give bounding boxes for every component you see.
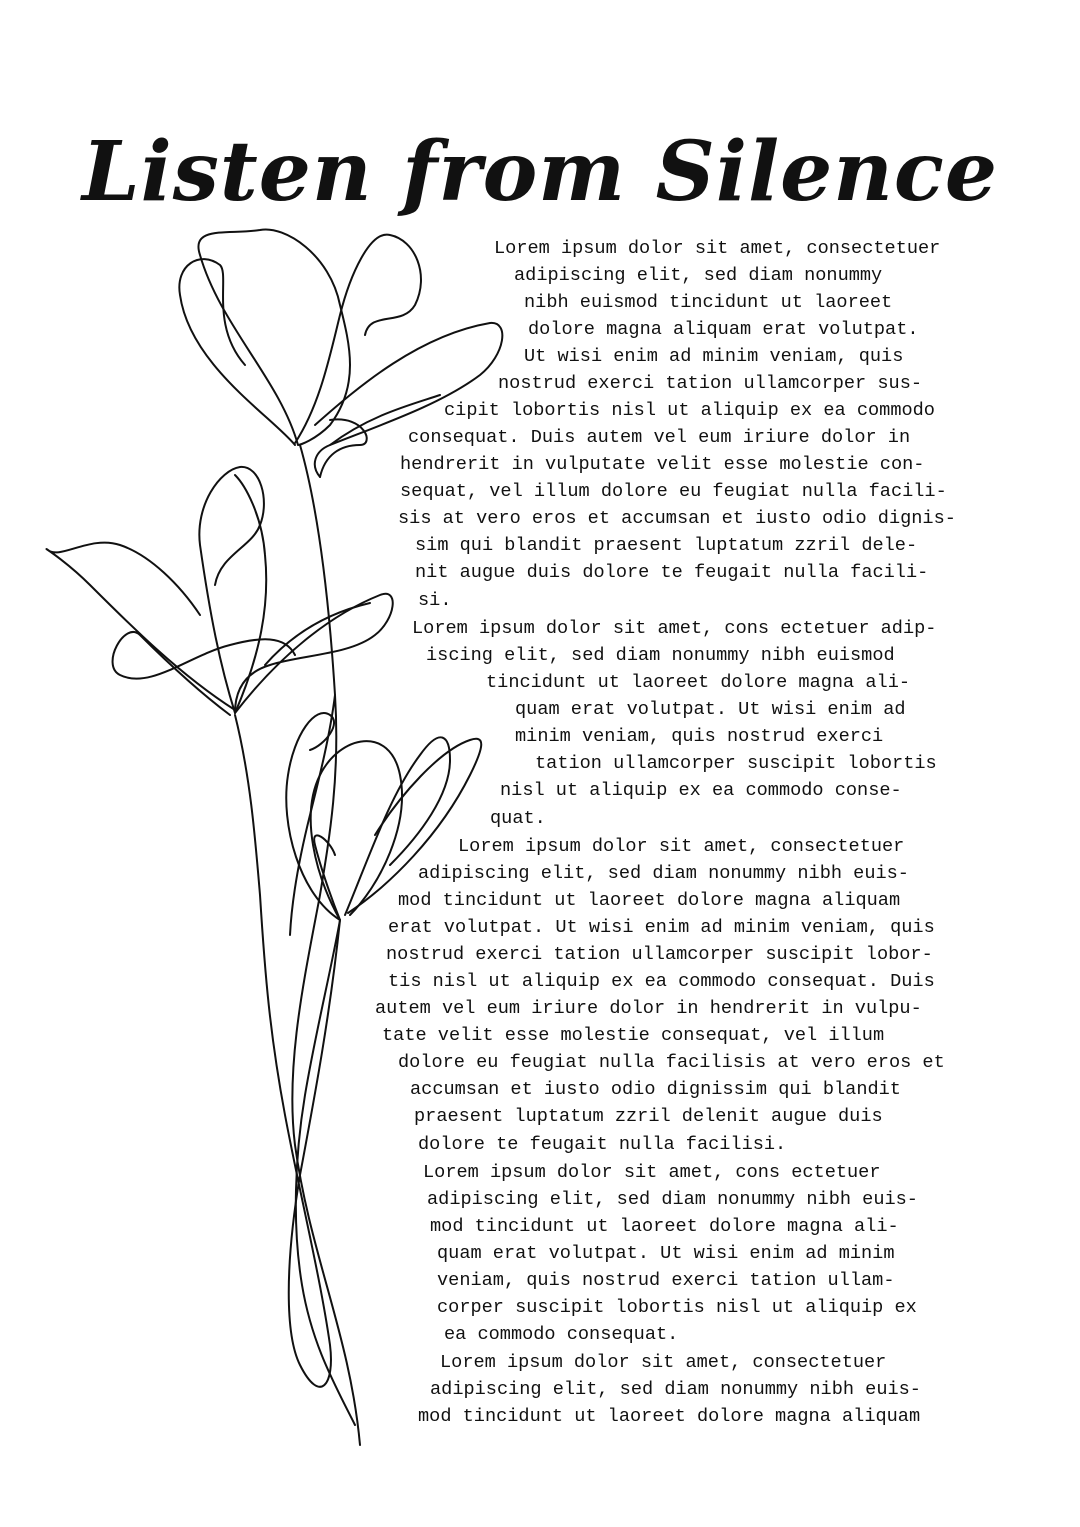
body-text-line: quam erat volutpat. Ut wisi enim ad minim [437,1243,895,1264]
body-text-line: tate velit esse molestie consequat, vel illum [382,1025,885,1046]
body-text-line: si. [418,590,452,611]
body-text-line: mod tincidunt ut laoreet dolore magna aliquam [398,890,901,911]
body-text-line: adipiscing elit, sed diam nonummy nibh euis- [418,863,909,884]
body-text-line: minim veniam, quis nostrud exerci [515,726,884,747]
body-text-line: Lorem ipsum dolor sit amet, cons ectetuer adip- [412,618,937,639]
body-text-line: quat. [490,808,546,829]
body-text-line: ea commodo consequat. [444,1324,679,1345]
body-text-line: nibh euismod tincidunt ut laoreet [524,292,893,313]
body-text-line: Ut wisi enim ad minim veniam, quis [524,346,904,367]
body-text-line: Lorem ipsum dolor sit amet, consectetuer [440,1352,887,1373]
body-text-line: tincidunt ut laoreet dolore magna ali- [486,672,911,693]
body-text-line: Lorem ipsum dolor sit amet, consectetuer [458,836,905,857]
body-text-line: tation ullamcorper suscipit lobortis [535,753,937,774]
body-text-line: cipit lobortis nisl ut aliquip ex ea commodo [444,400,935,421]
body-text-line: iscing elit, sed diam nonummy nibh euismod [426,645,895,666]
body-text-line: praesent luptatum zzril delenit augue duis [414,1106,883,1127]
body-text-line: sis at vero eros et accumsan et iusto odio dignis- [398,508,956,529]
body-text-line: adipiscing elit, sed diam nonummy [514,265,883,286]
body-text-line: nostrud exerci tation ullamcorper suscipit lobor- [386,944,933,965]
body-text-line: Lorem ipsum dolor sit amet, consectetuer [494,238,941,259]
body-text-line: mod tincidunt ut laoreet dolore magna aliquam [418,1406,921,1427]
body-text-line: adipiscing elit, sed diam nonummy nibh euis- [430,1379,921,1400]
body-text-line: hendrerit in vulputate velit esse molestie con- [400,454,925,475]
body-text-line: nostrud exerci tation ullamcorper sus- [498,373,923,394]
body-text-line: sequat, vel illum dolore eu feugiat nulla facili- [400,481,947,502]
body-text-line: accumsan et iusto odio dignissim qui blandit [410,1079,901,1100]
body-text-line: tis nisl ut aliquip ex ea commodo consequat. Duis [388,971,935,992]
body-text-line: sim qui blandit praesent luptatum zzril dele- [415,535,918,556]
body-text-line: corper suscipit lobortis nisl ut aliquip ex [437,1297,917,1318]
body-text-line: adipiscing elit, sed diam nonummy nibh euis- [427,1189,918,1210]
body-text-line: veniam, quis nostrud exerci tation ullam- [437,1270,895,1291]
body-text-line: mod tincidunt ut laoreet dolore magna ali- [430,1216,899,1237]
body-text-line: dolore eu feugiat nulla facilisis at vero eros et [398,1052,945,1073]
body-text-line: dolore te feugait nulla facilisi. [418,1134,787,1155]
body-text-line: erat volutpat. Ut wisi enim ad minim veniam, quis [388,917,935,938]
body-text-line: nisl ut aliquip ex ea commodo conse- [500,780,902,801]
body-text-line: autem vel eum iriure dolor in hendrerit in vulpu- [375,998,922,1019]
body-text-line: Lorem ipsum dolor sit amet, cons ectetuer [423,1162,881,1183]
body-text-line: dolore magna aliquam erat volutpat. [528,319,919,340]
body-text-line: consequat. Duis autem vel eum iriure dolor in [408,427,911,448]
body-text-line: quam erat volutpat. Ut wisi enim ad [515,699,906,720]
page-title: Listen from Silence [81,123,999,220]
flower-line-art-icon [30,215,510,1485]
body-text-line: nit augue duis dolore te feugait nulla facili- [415,562,929,583]
